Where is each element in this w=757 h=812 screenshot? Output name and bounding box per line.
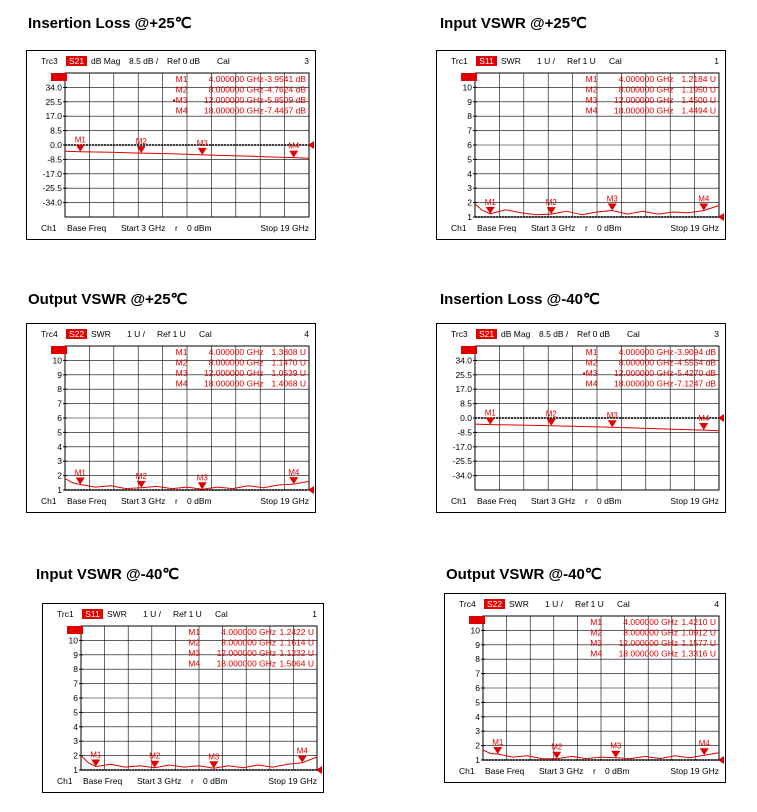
param-label: S11 — [85, 609, 100, 619]
marker-table-name: M3 — [188, 648, 201, 658]
y-tick-label: 25.5 — [45, 96, 62, 107]
channel-label: Ch1 — [57, 776, 73, 786]
marker-label: M4 — [698, 739, 710, 749]
y-tick-label: 6 — [73, 693, 78, 703]
y-tick-label: -8.5 — [47, 154, 62, 165]
y-tick-label: 2 — [475, 740, 480, 751]
analyzer-panel — [444, 593, 726, 783]
y-tick-label: 0.0 — [460, 413, 472, 423]
y-tick-label: 10 — [68, 635, 78, 646]
power-label: 0 dBm — [605, 766, 630, 776]
power-label: 0 dBm — [597, 223, 622, 233]
marker-triangle-icon[interactable] — [209, 761, 218, 768]
stop-freq-label: Stop 19 GHz — [670, 223, 719, 233]
panel-title: Input VSWR @+25℃ — [440, 15, 587, 32]
marker-table-freq: 18.000000 GHz — [618, 648, 679, 659]
y-tick-label: 34.0 — [455, 355, 472, 366]
r-label: r — [175, 496, 178, 506]
param-label: S22 — [68, 329, 85, 339]
y-tick-label: 7 — [467, 125, 472, 136]
power-label: 0 dBm — [187, 496, 212, 506]
panel-title: Input VSWR @-40℃ — [36, 566, 180, 583]
y-tick-label: -25.5 — [42, 183, 62, 194]
y-tick-label: 4 — [57, 441, 62, 452]
channel-label: Ch1 — [459, 766, 475, 776]
marker-table-value: -3.9094 dB — [674, 347, 716, 357]
marker-table-name: M4 — [585, 378, 598, 389]
channel-label: Ch1 — [451, 496, 467, 506]
marker-table-freq: 4.000000 GHz — [221, 627, 277, 637]
trace-id: Trc4 — [459, 599, 476, 609]
marker-label: M1 — [74, 135, 86, 145]
format-label: SWR — [91, 329, 111, 339]
marker-table-freq: 12.000000 GHz — [216, 648, 277, 658]
r-label: r — [175, 223, 178, 233]
trace-id: Trc1 — [57, 609, 74, 619]
sweep-mode-label: Base Freq — [477, 223, 517, 233]
marker-table-name: M1 — [188, 627, 201, 637]
y-tick-label: 6 — [467, 140, 472, 150]
y-tick-label: 3 — [57, 456, 62, 467]
marker-triangle-icon[interactable] — [91, 760, 100, 767]
start-freq-label: Start 3 GHz — [531, 223, 576, 233]
marker-label: M3 — [208, 752, 220, 762]
marker-label: M3 — [606, 194, 618, 204]
marker-table-value: 1.1577 U — [681, 638, 716, 648]
ref-label: Ref 0 dB — [577, 329, 611, 339]
y-tick-label: 5 — [475, 697, 480, 708]
marker-table-freq: 18.000000 GHz — [613, 378, 674, 389]
y-tick-label: 10 — [462, 82, 472, 93]
channel-badge — [51, 73, 67, 81]
r-label: r — [593, 766, 596, 776]
format-label: SWR — [509, 599, 529, 609]
trace-id: Trc1 — [451, 56, 468, 66]
analyzer-panel — [436, 323, 726, 513]
marker-label: M2 — [551, 742, 563, 752]
analyzer-panel — [26, 50, 316, 240]
marker-table-name: M1 — [590, 617, 603, 627]
y-tick-label: 10 — [470, 625, 480, 636]
channel-badge — [461, 346, 477, 354]
sweep-mode-label: Base Freq — [477, 496, 517, 506]
marker-label: M2 — [135, 471, 147, 481]
marker-table-value: 1.4210 U — [681, 617, 716, 627]
r-label: r — [585, 496, 588, 506]
y-tick-label: 4 — [467, 168, 472, 179]
channel-label: Ch1 — [41, 496, 57, 506]
marker-table-value: 1.0912 U — [681, 627, 716, 638]
marker-label: M1 — [90, 750, 102, 760]
param-label: S21 — [68, 56, 85, 66]
marker-label: M2 — [545, 198, 557, 208]
analyzer-chart — [27, 324, 315, 512]
marker-table-value: 1.2184 U — [681, 74, 716, 84]
marker-table-value: 1.3316 U — [681, 648, 716, 659]
trace-id: Trc3 — [41, 56, 58, 66]
marker-table-name: M2 — [585, 357, 598, 368]
y-tick-label: 25.5 — [455, 369, 472, 380]
marker-label: M3 — [610, 741, 622, 751]
cal-label: Cal — [215, 609, 228, 619]
trace-number: 4 — [714, 599, 719, 609]
analyzer-chart — [27, 51, 315, 239]
marker-label: M3 — [196, 473, 208, 483]
marker-table-name: M1 — [175, 74, 188, 84]
marker-table-name: M2 — [590, 627, 603, 638]
marker-table-value: -3.9541 dB — [264, 74, 306, 84]
y-tick-label: 17.0 — [45, 111, 62, 122]
cal-label: Cal — [609, 56, 622, 66]
start-freq-label: Start 3 GHz — [121, 223, 166, 233]
marker-table-name: M1 — [585, 347, 598, 357]
y-tick-label: 9 — [57, 369, 62, 380]
cal-label: Cal — [217, 56, 230, 66]
y-tick-label: 8.5 — [460, 398, 472, 409]
trace-id: Trc3 — [451, 329, 468, 339]
scale-label: 1 U / — [127, 329, 145, 339]
marker-table-freq: 4.000000 GHz — [208, 74, 264, 84]
marker-table-value: 1.1950 U — [681, 84, 716, 95]
y-tick-label: 1 — [73, 765, 78, 775]
y-tick-label: 3 — [475, 726, 480, 737]
marker-table-value: 1.1232 U — [279, 648, 314, 658]
ref-label: Ref 1 U — [173, 609, 202, 619]
marker-table-freq: 4.000000 GHz — [618, 347, 674, 357]
marker-table-freq: 4.000000 GHz — [618, 74, 674, 84]
y-tick-label: 0.0 — [50, 140, 62, 150]
y-tick-label: 8.5 — [50, 125, 62, 136]
analyzer-chart — [437, 324, 725, 512]
marker-table-freq: 8.000000 GHz — [618, 357, 674, 368]
stop-freq-label: Stop 19 GHz — [260, 223, 309, 233]
marker-table-name: M1 — [175, 347, 188, 357]
channel-label: Ch1 — [451, 223, 467, 233]
y-tick-label: 4 — [73, 721, 78, 732]
sweep-mode-label: Base Freq — [83, 776, 123, 786]
y-tick-label: 17.0 — [455, 384, 472, 395]
start-freq-label: Start 3 GHz — [531, 496, 576, 506]
marker-triangle-icon[interactable] — [493, 747, 502, 754]
marker-label: M1 — [484, 197, 496, 207]
marker-table-value: -4.7624 dB — [264, 84, 306, 95]
marker-table-value: 1.2422 U — [279, 627, 314, 637]
format-label: dB Mag — [501, 329, 531, 339]
y-tick-label: 10 — [52, 355, 62, 366]
ref-label: Ref 0 dB — [167, 56, 201, 66]
y-tick-label: 1 — [467, 212, 472, 222]
y-tick-label: 8 — [57, 384, 62, 395]
y-tick-label: 9 — [467, 96, 472, 107]
marker-table-freq: 18.000000 GHz — [203, 105, 264, 116]
ref-label: Ref 1 U — [567, 56, 596, 66]
channel-badge — [51, 346, 67, 354]
cal-label: Cal — [627, 329, 640, 339]
analyzer-chart — [437, 51, 725, 239]
trace-number: 4 — [304, 329, 309, 339]
channel-badge — [67, 626, 83, 634]
marker-table-freq: 8.000000 GHz — [623, 627, 679, 638]
marker-table-name: M3 — [590, 638, 603, 648]
panel-title: Insertion Loss @+25℃ — [28, 15, 192, 32]
marker-table-value: 1.1614 U — [279, 637, 314, 648]
marker-triangle-icon[interactable] — [198, 482, 207, 489]
marker-table-name: M4 — [188, 658, 201, 669]
marker-label: M4 — [698, 414, 710, 424]
marker-table-name: M4 — [175, 378, 188, 389]
y-tick-label: -34.0 — [42, 197, 62, 208]
marker-triangle-icon[interactable] — [699, 423, 708, 430]
ref-label: Ref 1 U — [157, 329, 186, 339]
start-freq-label: Start 3 GHz — [121, 496, 166, 506]
marker-table-freq: 12.000000 GHz — [618, 638, 679, 648]
format-label: dB Mag — [91, 56, 121, 66]
analyzer-panel — [436, 50, 726, 240]
analyzer-panel — [26, 323, 316, 513]
marker-triangle-icon[interactable] — [611, 751, 620, 758]
marker-label: M2 — [135, 137, 147, 147]
y-tick-label: 1 — [57, 485, 62, 495]
y-tick-label: 34.0 — [45, 82, 62, 93]
marker-label: M4 — [288, 468, 300, 478]
ref-label: Ref 1 U — [575, 599, 604, 609]
param-label: S11 — [479, 56, 494, 66]
marker-label: M4 — [698, 194, 710, 204]
r-label: r — [191, 776, 194, 786]
marker-table-name: M2 — [585, 84, 598, 95]
marker-table-freq: 8.000000 GHz — [221, 637, 277, 648]
marker-table-freq: 12.000000 GHz — [203, 95, 264, 105]
marker-table-value: -7.4467 dB — [264, 105, 306, 116]
marker-table-value: 1.0539 U — [271, 368, 306, 378]
marker-table-name: M4 — [175, 105, 188, 116]
channel-badge — [469, 616, 485, 624]
format-label: SWR — [501, 56, 521, 66]
marker-table-freq: 4.000000 GHz — [623, 617, 679, 627]
y-tick-label: 7 — [57, 398, 62, 409]
y-tick-label: 6 — [57, 413, 62, 423]
scale-label: 8.5 dB / — [539, 329, 569, 339]
marker-table-value: -4.5554 dB — [674, 357, 716, 368]
stop-freq-label: Stop 19 GHz — [260, 496, 309, 506]
marker-table-freq: 18.000000 GHz — [203, 378, 264, 389]
marker-table-name: •M3 — [172, 95, 188, 105]
start-freq-label: Start 3 GHz — [539, 766, 584, 776]
marker-table-name: M3 — [585, 95, 598, 105]
analyzer-chart — [43, 604, 323, 792]
marker-table-name: M2 — [188, 637, 201, 648]
y-tick-label: 7 — [73, 678, 78, 689]
marker-table-freq: 8.000000 GHz — [208, 84, 264, 95]
analyzer-chart — [445, 594, 725, 782]
r-label: r — [585, 223, 588, 233]
marker-table-freq: 12.000000 GHz — [613, 95, 674, 105]
channel-label: Ch1 — [41, 223, 57, 233]
stop-freq-label: Stop 19 GHz — [268, 776, 317, 786]
scale-label: 1 U / — [143, 609, 161, 619]
trace-number: 1 — [714, 56, 719, 66]
marker-table-value: 1.3808 U — [271, 347, 306, 357]
sweep-mode-label: Base Freq — [67, 496, 107, 506]
start-freq-label: Start 3 GHz — [137, 776, 182, 786]
y-tick-label: 8 — [475, 654, 480, 665]
marker-label: M2 — [149, 751, 161, 761]
channel-badge — [461, 73, 477, 81]
marker-table-freq: 8.000000 GHz — [208, 357, 264, 368]
panel-title: Output VSWR @-40℃ — [446, 566, 602, 583]
y-tick-label: 1 — [475, 755, 480, 765]
power-label: 0 dBm — [597, 496, 622, 506]
marker-table-value: 1.1470 U — [271, 357, 306, 368]
trace-number: 1 — [312, 609, 317, 619]
marker-label: M4 — [296, 746, 308, 756]
marker-table-value: 1.4500 U — [681, 95, 716, 105]
y-tick-label: -25.5 — [452, 456, 472, 467]
cal-label: Cal — [617, 599, 630, 609]
stop-freq-label: Stop 19 GHz — [670, 766, 719, 776]
y-tick-label: 6 — [475, 683, 480, 693]
y-tick-label: 9 — [475, 639, 480, 650]
marker-table-freq: 18.000000 GHz — [216, 658, 277, 669]
y-tick-label: 2 — [57, 470, 62, 481]
power-label: 0 dBm — [187, 223, 212, 233]
marker-label: M2 — [545, 409, 557, 419]
marker-table-name: M2 — [175, 84, 188, 95]
param-label: S21 — [478, 329, 495, 339]
y-tick-label: 4 — [475, 711, 480, 722]
scale-label: 1 U / — [545, 599, 563, 609]
y-tick-label: 7 — [475, 668, 480, 679]
marker-label: M1 — [74, 468, 86, 478]
y-tick-label: 9 — [73, 649, 78, 660]
cal-label: Cal — [199, 329, 212, 339]
marker-triangle-icon[interactable] — [486, 418, 495, 425]
analyzer-panel — [42, 603, 324, 793]
marker-table-value: 1.4068 U — [271, 378, 306, 389]
sweep-mode-label: Base Freq — [67, 223, 107, 233]
y-tick-label: 8 — [467, 111, 472, 122]
power-label: 0 dBm — [203, 776, 228, 786]
y-tick-label: -17.0 — [42, 168, 62, 179]
marker-label: M3 — [196, 138, 208, 148]
y-tick-label: 3 — [467, 183, 472, 194]
y-tick-label: -17.0 — [452, 441, 472, 452]
marker-label: M4 — [288, 141, 300, 151]
marker-table-value: -5.8509 dB — [264, 95, 306, 105]
marker-triangle-icon[interactable] — [76, 145, 85, 152]
marker-triangle-icon[interactable] — [608, 204, 617, 211]
panel-title: Output VSWR @+25℃ — [28, 291, 188, 308]
marker-table-name: M1 — [585, 74, 598, 84]
marker-table-name: M4 — [590, 648, 603, 659]
y-tick-label: 5 — [57, 427, 62, 438]
marker-table-freq: 12.000000 GHz — [203, 368, 264, 378]
y-tick-label: 8 — [73, 664, 78, 675]
y-tick-label: 3 — [73, 736, 78, 747]
marker-label: M3 — [606, 411, 618, 421]
marker-triangle-icon[interactable] — [289, 151, 298, 158]
y-tick-label: 2 — [467, 197, 472, 208]
panel-title: Insertion Loss @-40℃ — [440, 291, 600, 308]
param-label: S22 — [486, 599, 503, 609]
sweep-mode-label: Base Freq — [485, 766, 525, 776]
stop-freq-label: Stop 19 GHz — [670, 496, 719, 506]
y-tick-label: 5 — [467, 154, 472, 165]
marker-table-name: M2 — [175, 357, 188, 368]
marker-table-freq: 8.000000 GHz — [618, 84, 674, 95]
y-tick-label: -8.5 — [457, 427, 472, 438]
marker-table-value: -7.1247 dB — [674, 378, 716, 389]
marker-label: M1 — [484, 408, 496, 418]
trace-id: Trc4 — [41, 329, 58, 339]
marker-triangle-icon[interactable] — [198, 148, 207, 155]
marker-table-name: M4 — [585, 105, 598, 116]
marker-table-value: 1.4494 U — [681, 105, 716, 116]
trace-number: 3 — [714, 329, 719, 339]
marker-table-name: •M3 — [582, 368, 598, 378]
marker-table-freq: 18.000000 GHz — [613, 105, 674, 116]
marker-table-name: M3 — [175, 368, 188, 378]
scale-label: 8.5 dB / — [129, 56, 159, 66]
marker-table-value: 1.5064 U — [279, 658, 314, 669]
marker-table-freq: 12.000000 GHz — [613, 368, 674, 378]
format-label: SWR — [107, 609, 127, 619]
y-tick-label: -34.0 — [452, 470, 472, 481]
scale-label: 1 U / — [537, 56, 555, 66]
marker-triangle-icon[interactable] — [608, 420, 617, 427]
y-tick-label: 2 — [73, 750, 78, 761]
trace-number: 3 — [304, 56, 309, 66]
y-tick-label: 5 — [73, 707, 78, 718]
marker-label: M1 — [492, 737, 504, 747]
marker-table-freq: 4.000000 GHz — [208, 347, 264, 357]
marker-table-value: -5.4270 dB — [674, 368, 716, 378]
